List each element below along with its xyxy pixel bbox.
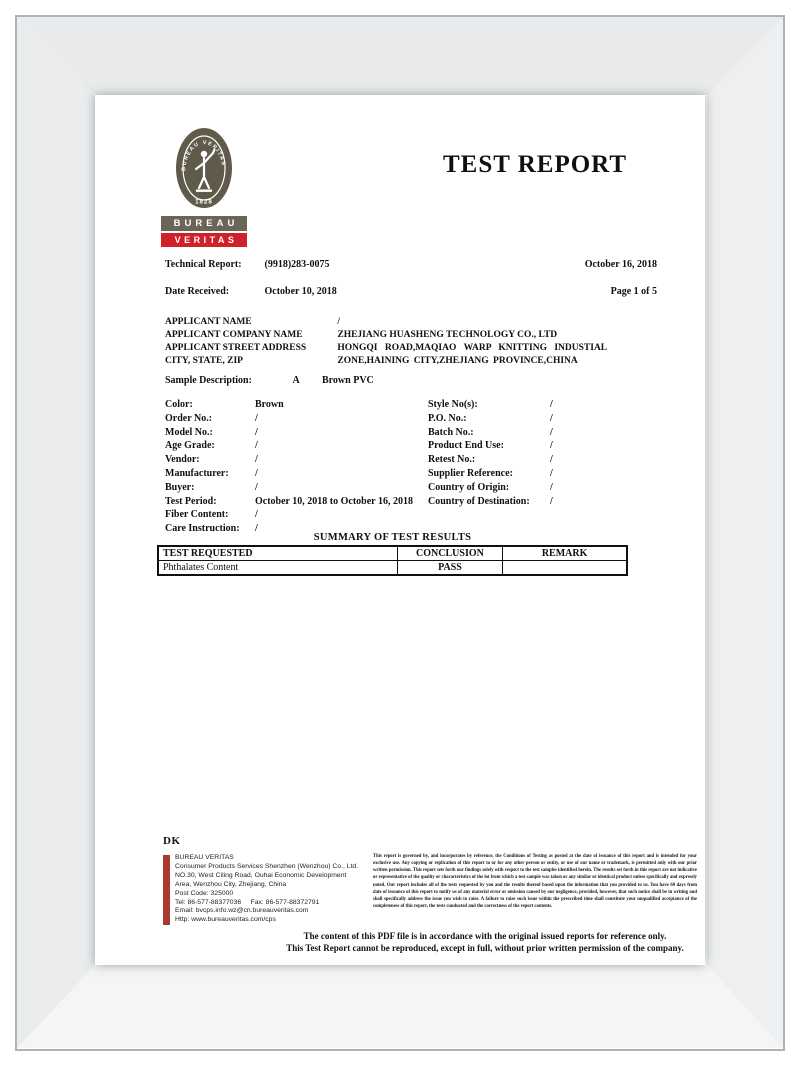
field-value: / <box>255 440 258 452</box>
field-value: / <box>550 454 553 466</box>
field-value: / <box>255 509 258 521</box>
field-value: / <box>550 440 553 452</box>
date-received-row <box>165 286 657 297</box>
company-line: BUREAU VERITAS <box>175 854 234 861</box>
company-line: Post Code: 325000 <box>175 889 234 897</box>
field-label: Batch No.: <box>428 426 474 438</box>
svg-text:BUREAU VERITAS: BUREAU VERITAS <box>181 139 227 172</box>
footer-notes <box>245 931 725 954</box>
applicant-row <box>165 316 665 329</box>
field-value: / <box>255 523 258 535</box>
field-value: Brown <box>255 399 284 410</box>
footer-note-line: The content of this PDF file is in accordance with the original issued reports for reference only. <box>303 931 667 941</box>
summary-heading: SUMMARY OF TEST RESULTS <box>313 532 472 543</box>
field-label: Product End Use: <box>428 440 504 452</box>
legal-disclaimer: This report is governed by, and incorporates by reference, the Conditions of Testing as posted at the date of issuance of this report and is intended for your exclusive use. Any copying or replication of this report to or for any other person or entity, or use of our name or trademark, is permitted only with our prior written permission. This report sets forth our findings solely with respect to the test samples identified herein. The results set forth in this report are not indicative or representative of the quality or characteristics of the lot from which a test sample was taken or any similar or identical product unless specifically and expressly noted. Our report includes all of the tests requested by you and the results thereof based upon the information that you provided to us. You have 60 days from date of issuance of this report to notify us of any material error or omission caused by our negligence, provided, however, that such notice shall be in writing and shall specifically address the issue you wish to raise. A failure to raise such issue within the prescribed time shall constitute your unqualified acceptance of the completeness of this report, the tests conducted and the correctness of the report contents. <box>373 854 697 910</box>
applicant-name-label: APPLICANT NAME <box>165 317 252 327</box>
field-label: Retest No.: <box>428 454 476 466</box>
applicant-address-value: HONGQI ROAD,MAQIAO WARP KNITTING INDUSTIAL <box>337 343 608 353</box>
field-label: Manufacturer: <box>165 467 229 479</box>
applicant-city-value: ZONE,HAINING CITY,ZHEJIANG PROVINCE,CHINA <box>337 356 578 366</box>
footer-red-bar <box>163 855 170 925</box>
bureau-wordmark: BUREAU <box>161 216 247 231</box>
field-value: / <box>255 412 258 424</box>
field-label: Color: <box>165 399 193 410</box>
company-line: NO.30, West Ciling Road, Ouhai Economic Development <box>175 871 347 879</box>
company-line: Area, Wenzhou City, Zhejiang, China <box>175 880 287 888</box>
field-label: Order No.: <box>165 412 213 424</box>
sample-description-row <box>165 375 374 386</box>
specimen-fields-right <box>428 398 553 508</box>
field-label: Country of Destination: <box>428 495 530 507</box>
applicant-row <box>165 342 665 355</box>
page-indicator: Page 1 of 5 <box>610 286 657 297</box>
date-received-value: October 10, 2018 <box>264 286 337 297</box>
emblem-year: 1828 <box>195 198 213 206</box>
field-value: / <box>255 426 258 438</box>
report-title: TEST REPORT <box>442 151 628 178</box>
field-value: / <box>550 399 553 410</box>
company-email: Email: bvcps.info.wz@cn.bureauveritas.com <box>175 907 309 915</box>
technical-report-row <box>165 259 657 270</box>
applicant-row <box>165 355 665 368</box>
footer-dk-code: DK <box>163 835 181 847</box>
field-label: Test Period: <box>165 495 217 507</box>
table-row <box>158 561 627 576</box>
field-label: Care Instruction: <box>165 523 240 535</box>
sample-index: A <box>292 375 300 386</box>
col-test-requested: TEST REQUESTED <box>158 546 397 561</box>
applicant-row <box>165 329 665 342</box>
applicant-section <box>165 316 665 368</box>
applicant-name-value: / <box>337 317 341 327</box>
technical-report-label: Technical Report: <box>165 259 242 270</box>
remark-cell <box>503 561 627 576</box>
sample-value: Brown PVC <box>322 375 374 386</box>
field-label: Supplier Reference: <box>428 467 513 479</box>
field-value: / <box>255 454 258 466</box>
applicant-company-label: APPLICANT COMPANY NAME <box>165 330 303 340</box>
sample-description-label: Sample Description: <box>165 375 252 386</box>
issue-date: October 16, 2018 <box>584 259 657 270</box>
company-line: Consumer Products Services Shenzhen (Wenzhou) Co., Ltd. <box>175 862 359 870</box>
applicant-city-label: CITY, STATE, ZIP <box>165 356 243 366</box>
applicant-address-label: APPLICANT STREET ADDRESS <box>165 343 307 353</box>
applicant-company-value: ZHEJIANG HUASHENG TECHNOLOGY CO., LTD <box>337 330 558 340</box>
technical-report-value: (9918)283-0075 <box>264 259 330 270</box>
field-value: / <box>550 495 553 507</box>
field-value: / <box>255 467 258 479</box>
summary-table <box>157 545 628 576</box>
field-label: Fiber Content: <box>165 509 229 521</box>
field-value: October 10, 2018 to October 16, 2018 <box>255 495 413 507</box>
col-conclusion: CONCLUSION <box>397 546 503 561</box>
date-received-label: Date Received: <box>165 286 230 297</box>
company-website: Http: www.bureauveritas.com/cps <box>175 916 276 924</box>
field-value: / <box>255 481 258 493</box>
field-label: Country of Origin: <box>428 481 510 493</box>
field-label: Age Grade: <box>165 440 215 452</box>
summary-header-row <box>158 546 627 561</box>
field-label: P.O. No.: <box>428 412 467 424</box>
bureau-veritas-logo <box>161 125 247 247</box>
field-value: / <box>550 481 553 493</box>
col-remark: REMARK <box>503 546 627 561</box>
specimen-fields-left <box>165 398 413 536</box>
test-requested-cell: Phthalates Content <box>158 561 397 576</box>
field-label: Model No.: <box>165 426 213 438</box>
company-address-block <box>175 854 380 925</box>
field-label: Buyer: <box>165 481 195 493</box>
field-label: Vendor: <box>165 454 200 466</box>
field-label: Style No(s): <box>428 399 478 410</box>
field-value: / <box>550 426 553 438</box>
field-value: / <box>550 467 553 479</box>
conclusion-cell: PASS <box>397 561 503 576</box>
company-tel-fax: Tel: 86-577-88377036 Fax: 86-577-88372791 <box>175 898 320 906</box>
veritas-wordmark: VERITAS <box>161 233 247 247</box>
test-report-document <box>95 95 705 965</box>
footer-note-line: This Test Report cannot be reproduced, except in full, without prior written permission of the company. <box>286 942 684 953</box>
bureau-veritas-emblem-icon <box>173 125 235 213</box>
field-value: / <box>550 412 553 424</box>
